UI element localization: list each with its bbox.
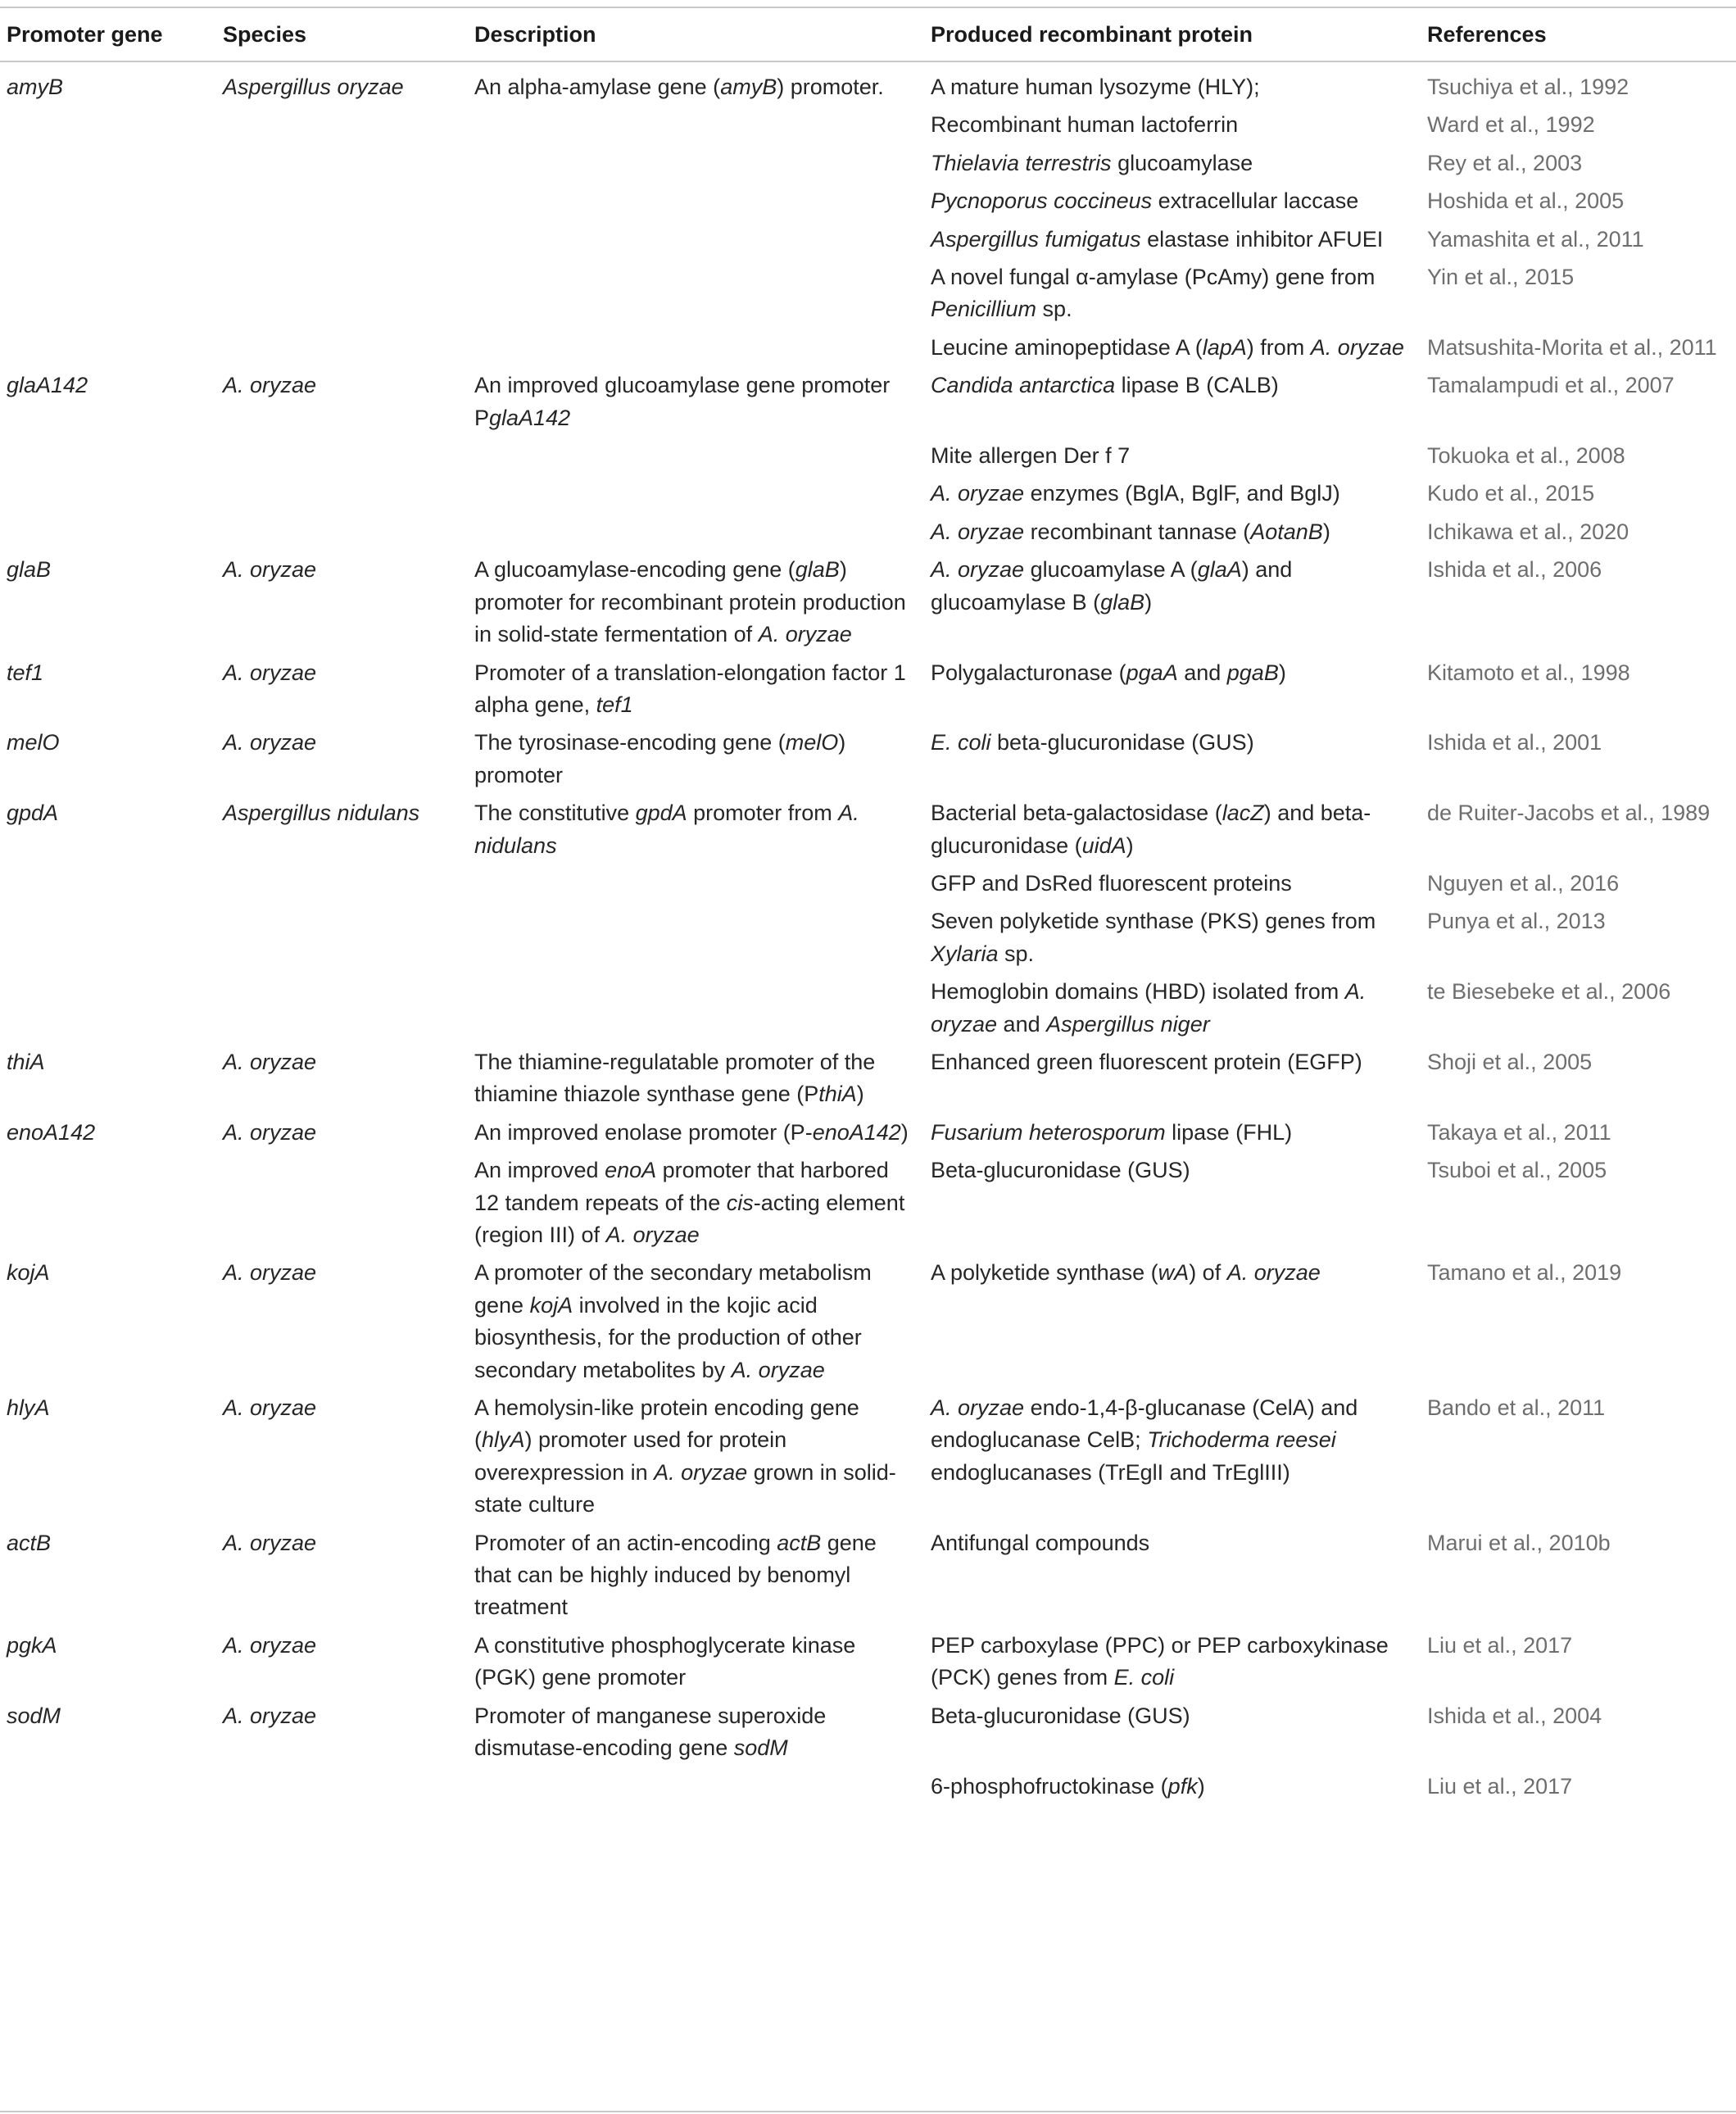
header-row <box>0 7 1736 61</box>
table-row <box>0 1257 1736 1392</box>
table-header <box>0 7 1736 61</box>
cell-reference: Ishida et al., 2006 <box>1427 557 1602 583</box>
cell-promoter-gene: melO <box>7 730 60 755</box>
cell-reference: Yin et al., 2015 <box>1427 265 1575 290</box>
cell-promoter-gene: thiA <box>7 1049 45 1074</box>
cell-promoter-gene: glaA142 <box>7 373 88 398</box>
table-body <box>0 61 1736 1809</box>
cell-produced-protein: A. oryzae endo-1,4-β-glucanase (CelA) and endoglucanase CelB; Trichoderma reesei endoglucanases (TrEglI and TrEglIII) <box>931 1395 1358 1485</box>
cell-species <box>216 109 468 147</box>
header-produced-protein: Produced recombinant protein <box>924 7 1421 61</box>
cell-promoter-gene: enoA142 <box>7 1119 96 1145</box>
cell-species <box>216 332 468 370</box>
cell-description: The constitutive gpdA promoter from A. nidulans <box>474 801 859 858</box>
table-row <box>0 147 1736 185</box>
cell-produced-protein: Candida antarctica lipase B (CALB) <box>931 373 1279 398</box>
cell-promoter-gene: amyB <box>7 75 64 99</box>
cell-reference: Nguyen et al., 2016 <box>1427 870 1620 896</box>
cell-produced-protein: Leucine aminopeptidase A (lapA) from A. oryzae <box>931 334 1404 360</box>
cell-reference: te Biesebeke et al., 2006 <box>1427 979 1671 1005</box>
cell-reference: Ishida et al., 2001 <box>1427 730 1602 755</box>
cell-produced-protein: Aspergillus fumigatus elastase inhibitor AFUEI <box>931 226 1384 252</box>
cell-produced-protein: A novel fungal α-amylase (PcAmy) gene from Penicillium sp. <box>931 265 1376 322</box>
cell-species <box>216 1771 468 1809</box>
table-row <box>0 905 1736 976</box>
cell-reference: Takaya et al., 2011 <box>1427 1119 1611 1145</box>
cell-reference: Rey et al., 2003 <box>1427 150 1583 175</box>
cell-promoter-gene: kojA <box>7 1260 50 1286</box>
cell-species <box>216 976 468 1046</box>
cell-reference: Liu et al., 2017 <box>1427 1632 1573 1658</box>
table-row <box>0 1700 1736 1771</box>
table-row <box>0 797 1736 868</box>
cell-description <box>468 905 924 976</box>
cell-description <box>468 516 924 554</box>
cell-description: The tyrosinase-encoding gene (melO) promoter <box>474 730 846 787</box>
table-row <box>0 261 1736 332</box>
table-row <box>0 440 1736 478</box>
table-row <box>0 332 1736 370</box>
cell-species: A. oryzae <box>223 1260 317 1286</box>
cell-reference: Bando et al., 2011 <box>1427 1395 1606 1421</box>
table-row <box>0 370 1736 440</box>
cell-promoter-gene <box>0 147 216 185</box>
cell-produced-protein: Bacterial beta-galactosidase (lacZ) and beta-glucuronidase (uidA) <box>931 801 1371 858</box>
cell-produced-protein: E. coli beta-glucuronidase (GUS) <box>931 730 1254 755</box>
cell-reference: Ichikawa et al., 2020 <box>1427 519 1629 544</box>
table-row <box>0 1046 1736 1117</box>
header-references: References <box>1421 7 1736 61</box>
cell-species <box>216 478 468 515</box>
cell-reference: Liu et al., 2017 <box>1427 1773 1573 1799</box>
cell-species: A. oryzae <box>223 660 317 685</box>
cell-promoter-gene <box>0 478 216 515</box>
cell-species <box>216 261 468 332</box>
cell-produced-protein: 6-phosphofructokinase (pfk) <box>931 1773 1205 1799</box>
cell-reference: Tsuchiya et al., 1992 <box>1427 75 1629 99</box>
cell-species <box>216 516 468 554</box>
cell-produced-protein: Beta-glucuronidase (GUS) <box>931 1703 1190 1728</box>
cell-promoter-gene <box>0 516 216 554</box>
table-row <box>0 1392 1736 1527</box>
cell-promoter-gene: pgkA <box>7 1632 57 1658</box>
cell-description: The thiamine-regulatable promoter of the thiamine thiazole synthase gene (PthiA) <box>474 1049 876 1107</box>
table-row <box>0 109 1736 147</box>
cell-description <box>468 261 924 332</box>
cell-produced-protein: Hemoglobin domains (HBD) isolated from A. oryzae and Aspergillus niger <box>931 979 1367 1037</box>
cell-species: A. oryzae <box>223 1530 317 1555</box>
table-row <box>0 516 1736 554</box>
cell-promoter-gene <box>0 440 216 478</box>
cell-species <box>216 440 468 478</box>
cell-reference: Tamalampudi et al., 2007 <box>1427 373 1675 398</box>
cell-species <box>216 905 468 976</box>
table-row <box>0 1117 1736 1155</box>
cell-description: Promoter of manganese superoxide dismutase-encoding gene sodM <box>474 1703 827 1761</box>
cell-promoter-gene <box>0 1771 216 1809</box>
table-row <box>0 976 1736 1046</box>
cell-reference: Matsushita-Morita et al., 2011 <box>1427 334 1717 360</box>
table-row <box>0 1527 1736 1630</box>
cell-species: A. oryzae <box>223 1049 317 1074</box>
cell-promoter-gene <box>0 1155 216 1257</box>
table-row <box>0 657 1736 728</box>
cell-produced-protein: Beta-glucuronidase (GUS) <box>931 1158 1190 1183</box>
table-row <box>0 1155 1736 1257</box>
cell-description <box>468 224 924 261</box>
cell-promoter-gene <box>0 332 216 370</box>
cell-produced-protein: A. oryzae enzymes (BglA, BglF, and BglJ) <box>931 481 1340 506</box>
cell-description <box>468 440 924 478</box>
header-description: Description <box>468 7 924 61</box>
cell-produced-protein: A polyketide synthase (wA) of A. oryzae <box>931 1260 1321 1286</box>
table-row <box>0 61 1736 109</box>
cell-produced-protein: Recombinant human lactoferrin <box>931 112 1239 138</box>
cell-reference: Shoji et al., 2005 <box>1427 1049 1593 1074</box>
cell-reference: Kudo et al., 2015 <box>1427 481 1595 506</box>
cell-reference: Kitamoto et al., 1998 <box>1427 660 1630 685</box>
cell-produced-protein: GFP and DsRed fluorescent proteins <box>931 870 1292 896</box>
cell-description <box>468 868 924 905</box>
cell-species <box>216 868 468 905</box>
cell-promoter-gene <box>0 109 216 147</box>
cell-reference: Ishida et al., 2004 <box>1427 1703 1602 1728</box>
cell-promoter-gene: gpdA <box>7 801 59 826</box>
header-promoter-gene: Promoter gene <box>0 7 216 61</box>
cell-produced-protein: A. oryzae recombinant tannase (AotanB) <box>931 519 1330 544</box>
cell-promoter-gene <box>0 185 216 223</box>
cell-reference: Yamashita et al., 2011 <box>1427 226 1644 252</box>
table-row <box>0 1630 1736 1700</box>
cell-description: An alpha-amylase gene (amyB) promoter. <box>474 75 884 99</box>
cell-promoter-gene: glaB <box>7 557 52 583</box>
cell-description <box>468 185 924 223</box>
cell-reference: Marui et al., 2010b <box>1427 1530 1611 1555</box>
cell-reference: Hoshida et al., 2005 <box>1427 188 1625 214</box>
cell-species: A. oryzae <box>223 557 317 583</box>
cell-promoter-gene <box>0 224 216 261</box>
cell-produced-protein: Thielavia terrestris glucoamylase <box>931 150 1253 175</box>
cell-description: An improved enolase promoter (P-enoA142) <box>474 1119 909 1145</box>
cell-species <box>216 224 468 261</box>
cell-produced-protein: Mite allergen Der f 7 <box>931 443 1131 469</box>
cell-description <box>468 478 924 515</box>
cell-produced-protein: Polygalacturonase (pgaA and pgaB) <box>931 660 1286 685</box>
table-row <box>0 1771 1736 1809</box>
cell-produced-protein: A mature human lysozyme (HLY); <box>931 75 1260 99</box>
cell-reference: Tamano et al., 2019 <box>1427 1260 1622 1286</box>
cell-description <box>468 147 924 185</box>
cell-promoter-gene: actB <box>7 1530 52 1555</box>
table-row <box>0 727 1736 797</box>
cell-species: A. oryzae <box>223 1703 317 1728</box>
cell-promoter-gene <box>0 868 216 905</box>
cell-reference: Tokuoka et al., 2008 <box>1427 443 1625 469</box>
promoter-table <box>0 7 1736 1809</box>
cell-produced-protein: Pycnoporus coccineus extracellular laccase <box>931 188 1359 214</box>
table-row <box>0 224 1736 261</box>
cell-species: A. oryzae <box>223 373 317 398</box>
table-row <box>0 478 1736 515</box>
table-row <box>0 185 1736 223</box>
cell-species <box>216 185 468 223</box>
cell-description: A glucoamylase-encoding gene (glaB) promoter for recombinant protein production in solid-state fermentation of A. oryzae <box>474 557 906 647</box>
cell-species: A. oryzae <box>223 1395 317 1421</box>
cell-description: A constitutive phosphoglycerate kinase (PGK) gene promoter <box>474 1632 856 1690</box>
cell-description: An improved glucoamylase gene promoter PglaA142 <box>474 373 891 430</box>
cell-promoter-gene <box>0 261 216 332</box>
cell-description: Promoter of a translation-elongation factor 1 alpha gene, tef1 <box>474 660 906 717</box>
cell-promoter-gene <box>0 976 216 1046</box>
cell-promoter-gene: tef1 <box>7 660 44 685</box>
cell-reference: de Ruiter-Jacobs et al., 1989 <box>1427 801 1711 826</box>
header-species: Species <box>216 7 468 61</box>
cell-species: A. oryzae <box>223 730 317 755</box>
cell-reference: Ward et al., 1992 <box>1427 112 1595 138</box>
cell-description: Promoter of an actin-encoding actB gene that can be highly induced by benomyl treatment <box>474 1530 877 1620</box>
cell-species <box>216 1155 468 1257</box>
cell-produced-protein: Antifungal compounds <box>931 1530 1150 1555</box>
cell-description <box>468 332 924 370</box>
cell-description: A hemolysin-like protein encoding gene (hlyA) promoter used for protein overexpression in A. oryzae grown in solid-state culture <box>474 1395 896 1517</box>
cell-description <box>468 976 924 1046</box>
cell-produced-protein: PEP carboxylase (PPC) or PEP carboxykinase (PCK) genes from E. coli <box>931 1632 1389 1690</box>
cell-reference: Punya et al., 2013 <box>1427 909 1606 934</box>
cell-species: Aspergillus oryzae <box>223 75 404 99</box>
cell-species <box>216 147 468 185</box>
cell-description: An improved enoA promoter that harbored 12 tandem repeats of the cis-acting element (region III) of A. oryzae <box>474 1158 905 1247</box>
cell-promoter-gene: sodM <box>7 1703 61 1728</box>
cell-description <box>468 109 924 147</box>
cell-produced-protein: Enhanced green fluorescent protein (EGFP) <box>931 1049 1362 1074</box>
table-row <box>0 554 1736 656</box>
cell-produced-protein: Seven polyketide synthase (PKS) genes from Xylaria sp. <box>931 909 1376 966</box>
cell-reference: Tsuboi et al., 2005 <box>1427 1158 1607 1183</box>
cell-description: A promoter of the secondary metabolism gene kojA involved in the kojic acid biosynthesis, for the production of other secondary metabolites by A. oryzae <box>474 1260 872 1382</box>
cell-promoter-gene: hlyA <box>7 1395 50 1421</box>
cell-promoter-gene <box>0 905 216 976</box>
bottom-rule <box>0 2111 1736 2112</box>
cell-description <box>468 1771 924 1809</box>
table-row <box>0 868 1736 905</box>
cell-species: A. oryzae <box>223 1632 317 1658</box>
cell-species: Aspergillus nidulans <box>223 801 420 826</box>
cell-species: A. oryzae <box>223 1119 317 1145</box>
cell-produced-protein: A. oryzae glucoamylase A (glaA) and glucoamylase B (glaB) <box>931 557 1293 615</box>
cell-produced-protein: Fusarium heterosporum lipase (FHL) <box>931 1119 1293 1145</box>
